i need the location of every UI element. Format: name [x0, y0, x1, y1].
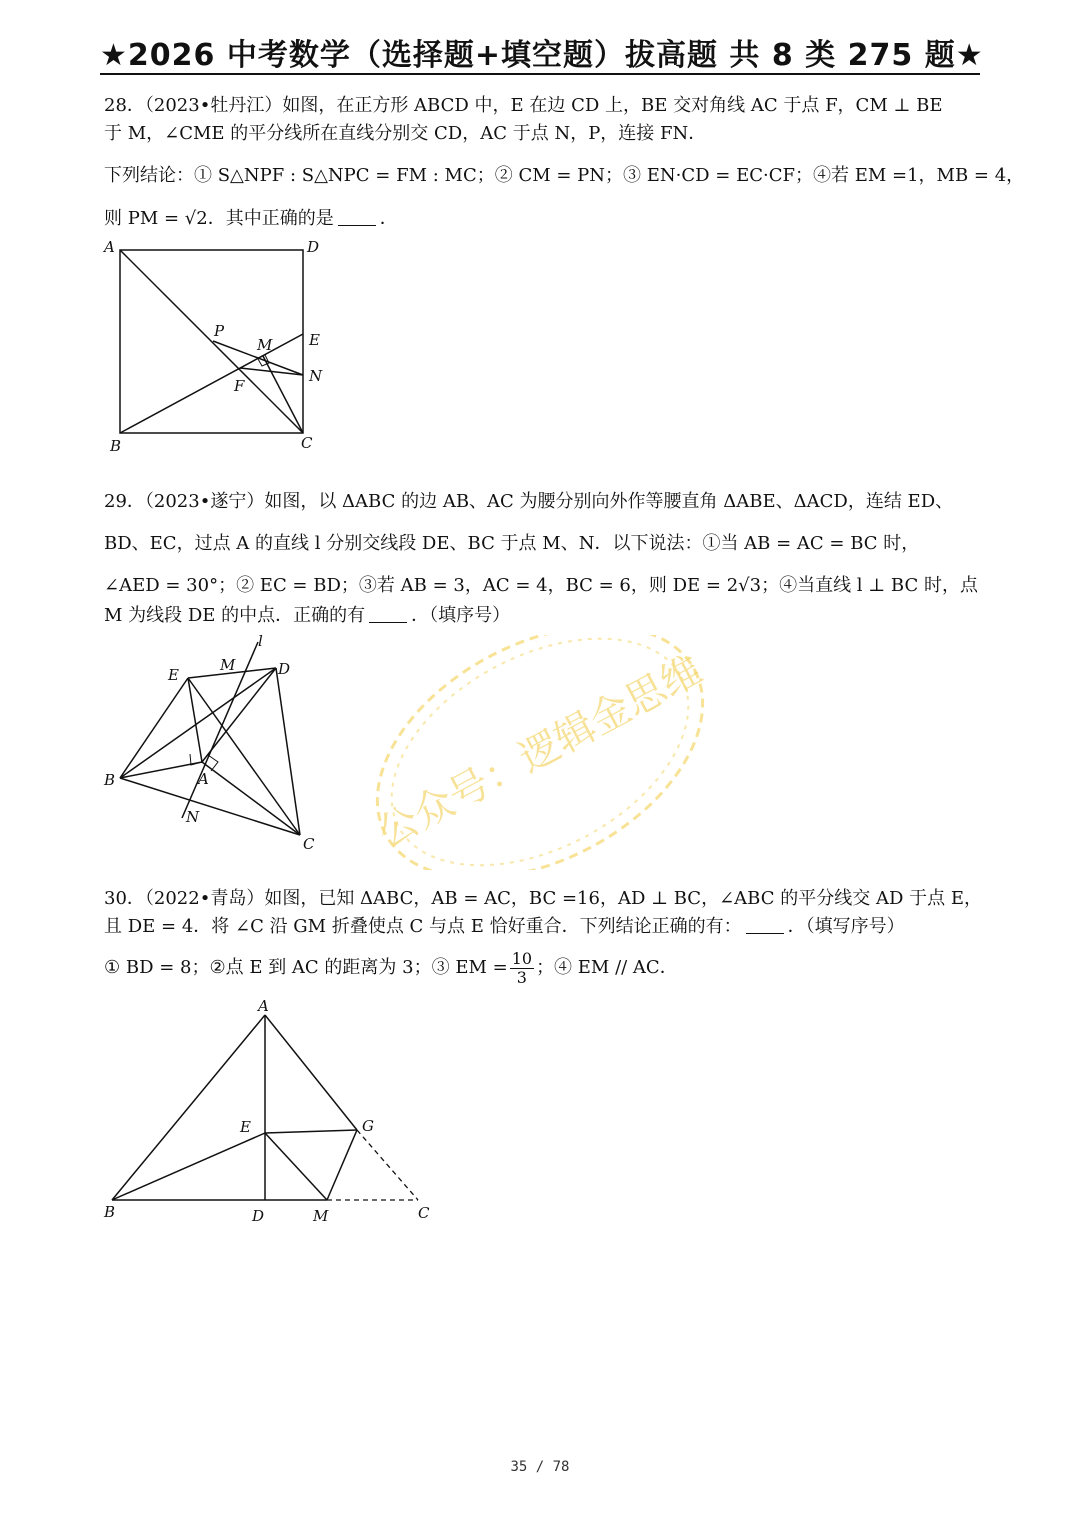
q29-label-n: N	[186, 808, 200, 826]
q30-fraction-numerator: 10	[511, 948, 533, 968]
q30-label-d: D	[252, 1207, 265, 1225]
q30-answer-blank	[746, 917, 784, 934]
q30-label-a: A	[258, 997, 269, 1015]
q29-figure	[100, 630, 330, 855]
q30-fraction	[510, 950, 534, 987]
q28-segment-be	[120, 334, 303, 433]
q30-label-b: B	[104, 1203, 116, 1221]
q28-line-1: 28．（2023•牡丹江）如图，在正方形 ABCD 中，E 在边 CD 上，BE 交对角线 AC 于点 F，CM ⊥ BE	[104, 95, 943, 116]
q29-line-4-suffix: ．（填序号）	[411, 605, 511, 626]
q29-label-b: B	[104, 771, 116, 789]
q29-line-2: BD、EC，过点 A 的直线 l 分别交线段 DE、BC 于点 M、N．以下说法：①当 AB = AC = BC 时，	[104, 533, 920, 554]
q28-line-3: 下列结论：① S△NPF : S△NPC = FM : MC；② CM = PN；③ EN·CD = EC·CF；④若 EM =1，MB = 4，	[104, 165, 1025, 186]
page-header-title: ★2026 中考数学（选择题+填空题）拔高题 共 8 类 275 题★	[100, 38, 984, 73]
q29-answer-blank	[369, 606, 407, 623]
q29-line-4	[104, 605, 510, 627]
q28-answer-blank	[338, 209, 376, 226]
q28-label-b: B	[110, 437, 122, 455]
q28-figure	[100, 235, 330, 460]
q29-segment-ec	[188, 678, 300, 835]
q28-label-e: E	[309, 331, 320, 349]
q30-segment-eg	[265, 1130, 357, 1133]
q30-line-1: 30．（2022•青岛）如图，已知 ΔABC，AB = AC，BC =16，AD ⊥ BC，∠ABC 的平分线交 AD 于点 E，	[104, 888, 982, 909]
q30-segment-ag	[265, 1015, 357, 1130]
q28-line-4-suffix: ．	[379, 208, 398, 229]
watermark-stamp	[355, 635, 725, 870]
q28-label-a: A	[104, 238, 115, 256]
q28-label-p: P	[214, 322, 225, 340]
q29-right-angle-mark-2	[208, 755, 218, 771]
q30-label-e: E	[240, 1118, 251, 1136]
q29-line-3: ∠AED = 30°；② EC = BD；③若 AB = 3，AC = 4，BC = 6，则 DE = 2√3；④当直线 l ⊥ BC 时，点	[104, 575, 978, 596]
q29-label-a: A	[198, 770, 209, 788]
q28-label-n: N	[309, 367, 323, 385]
q30-line-3	[104, 946, 678, 990]
q29-label-e: E	[168, 666, 179, 684]
q29-segment-bd	[120, 668, 276, 778]
q30-segment-ab	[112, 1015, 265, 1200]
q29-line-4-prefix: M 为线段 DE 的中点．正确的有	[104, 605, 366, 626]
q30-line-3-suffix: ；④ EM // AC．	[536, 957, 678, 978]
q30-dashed-gc	[357, 1130, 418, 1200]
header-divider	[100, 73, 980, 75]
page-number: 35 / 78	[510, 1459, 570, 1475]
q29-line-1: 29．（2023•遂宁）如图，以 ΔABC 的边 AB、AC 为腰分别向外作等腰直角 ΔABE、ΔACD，连结 ED、	[104, 491, 954, 512]
q30-bisector-be	[112, 1133, 265, 1200]
q30-label-m: M	[313, 1207, 329, 1225]
q29-segment-be	[120, 678, 188, 778]
q28-label-c: C	[301, 434, 313, 452]
q29-segment-ea	[188, 678, 202, 762]
q29-label-d: D	[278, 660, 291, 678]
q30-label-c: C	[418, 1204, 430, 1222]
q28-diagonal-ac	[120, 250, 303, 433]
q29-segment-bc	[120, 778, 300, 835]
q28-label-m: M	[257, 336, 273, 354]
q29-label-l: l	[258, 632, 263, 650]
q30-line-3-prefix: ① BD = 8；②点 E 到 AC 的距离为 3；③ EM =	[104, 957, 508, 978]
q29-segment-ac	[202, 762, 300, 835]
q30-line-2-suffix: ．（填写序号）	[787, 916, 905, 937]
q30-line-2	[104, 916, 905, 938]
q28-line-4	[104, 208, 398, 230]
q28-label-d: D	[307, 238, 320, 256]
q30-label-g: G	[362, 1117, 374, 1135]
q28-label-f: F	[234, 377, 245, 395]
q30-figure	[100, 995, 445, 1225]
q30-fold-gm	[327, 1130, 357, 1200]
q28-line-2: 于 M，∠CME 的平分线所在直线分别交 CD，AC 于点 N，P，连接 FN．	[104, 123, 707, 144]
q28-line-4-prefix: 则 PM = √2．其中正确的是	[104, 208, 334, 229]
q29-segment-dc	[276, 668, 300, 835]
q29-segment-ad	[202, 668, 276, 762]
q29-label-c: C	[303, 835, 315, 853]
q29-label-m: M	[220, 656, 236, 674]
q30-segment-em	[265, 1133, 327, 1200]
q30-fraction-denominator: 3	[516, 967, 527, 987]
q30-line-2-prefix: 且 DE = 4．将 ∠C 沿 GM 折叠使点 C 与点 E 恰好重合．下列结论正确的有：	[104, 916, 742, 937]
watermark-text: 公众号：逻辑金思维	[370, 647, 710, 857]
